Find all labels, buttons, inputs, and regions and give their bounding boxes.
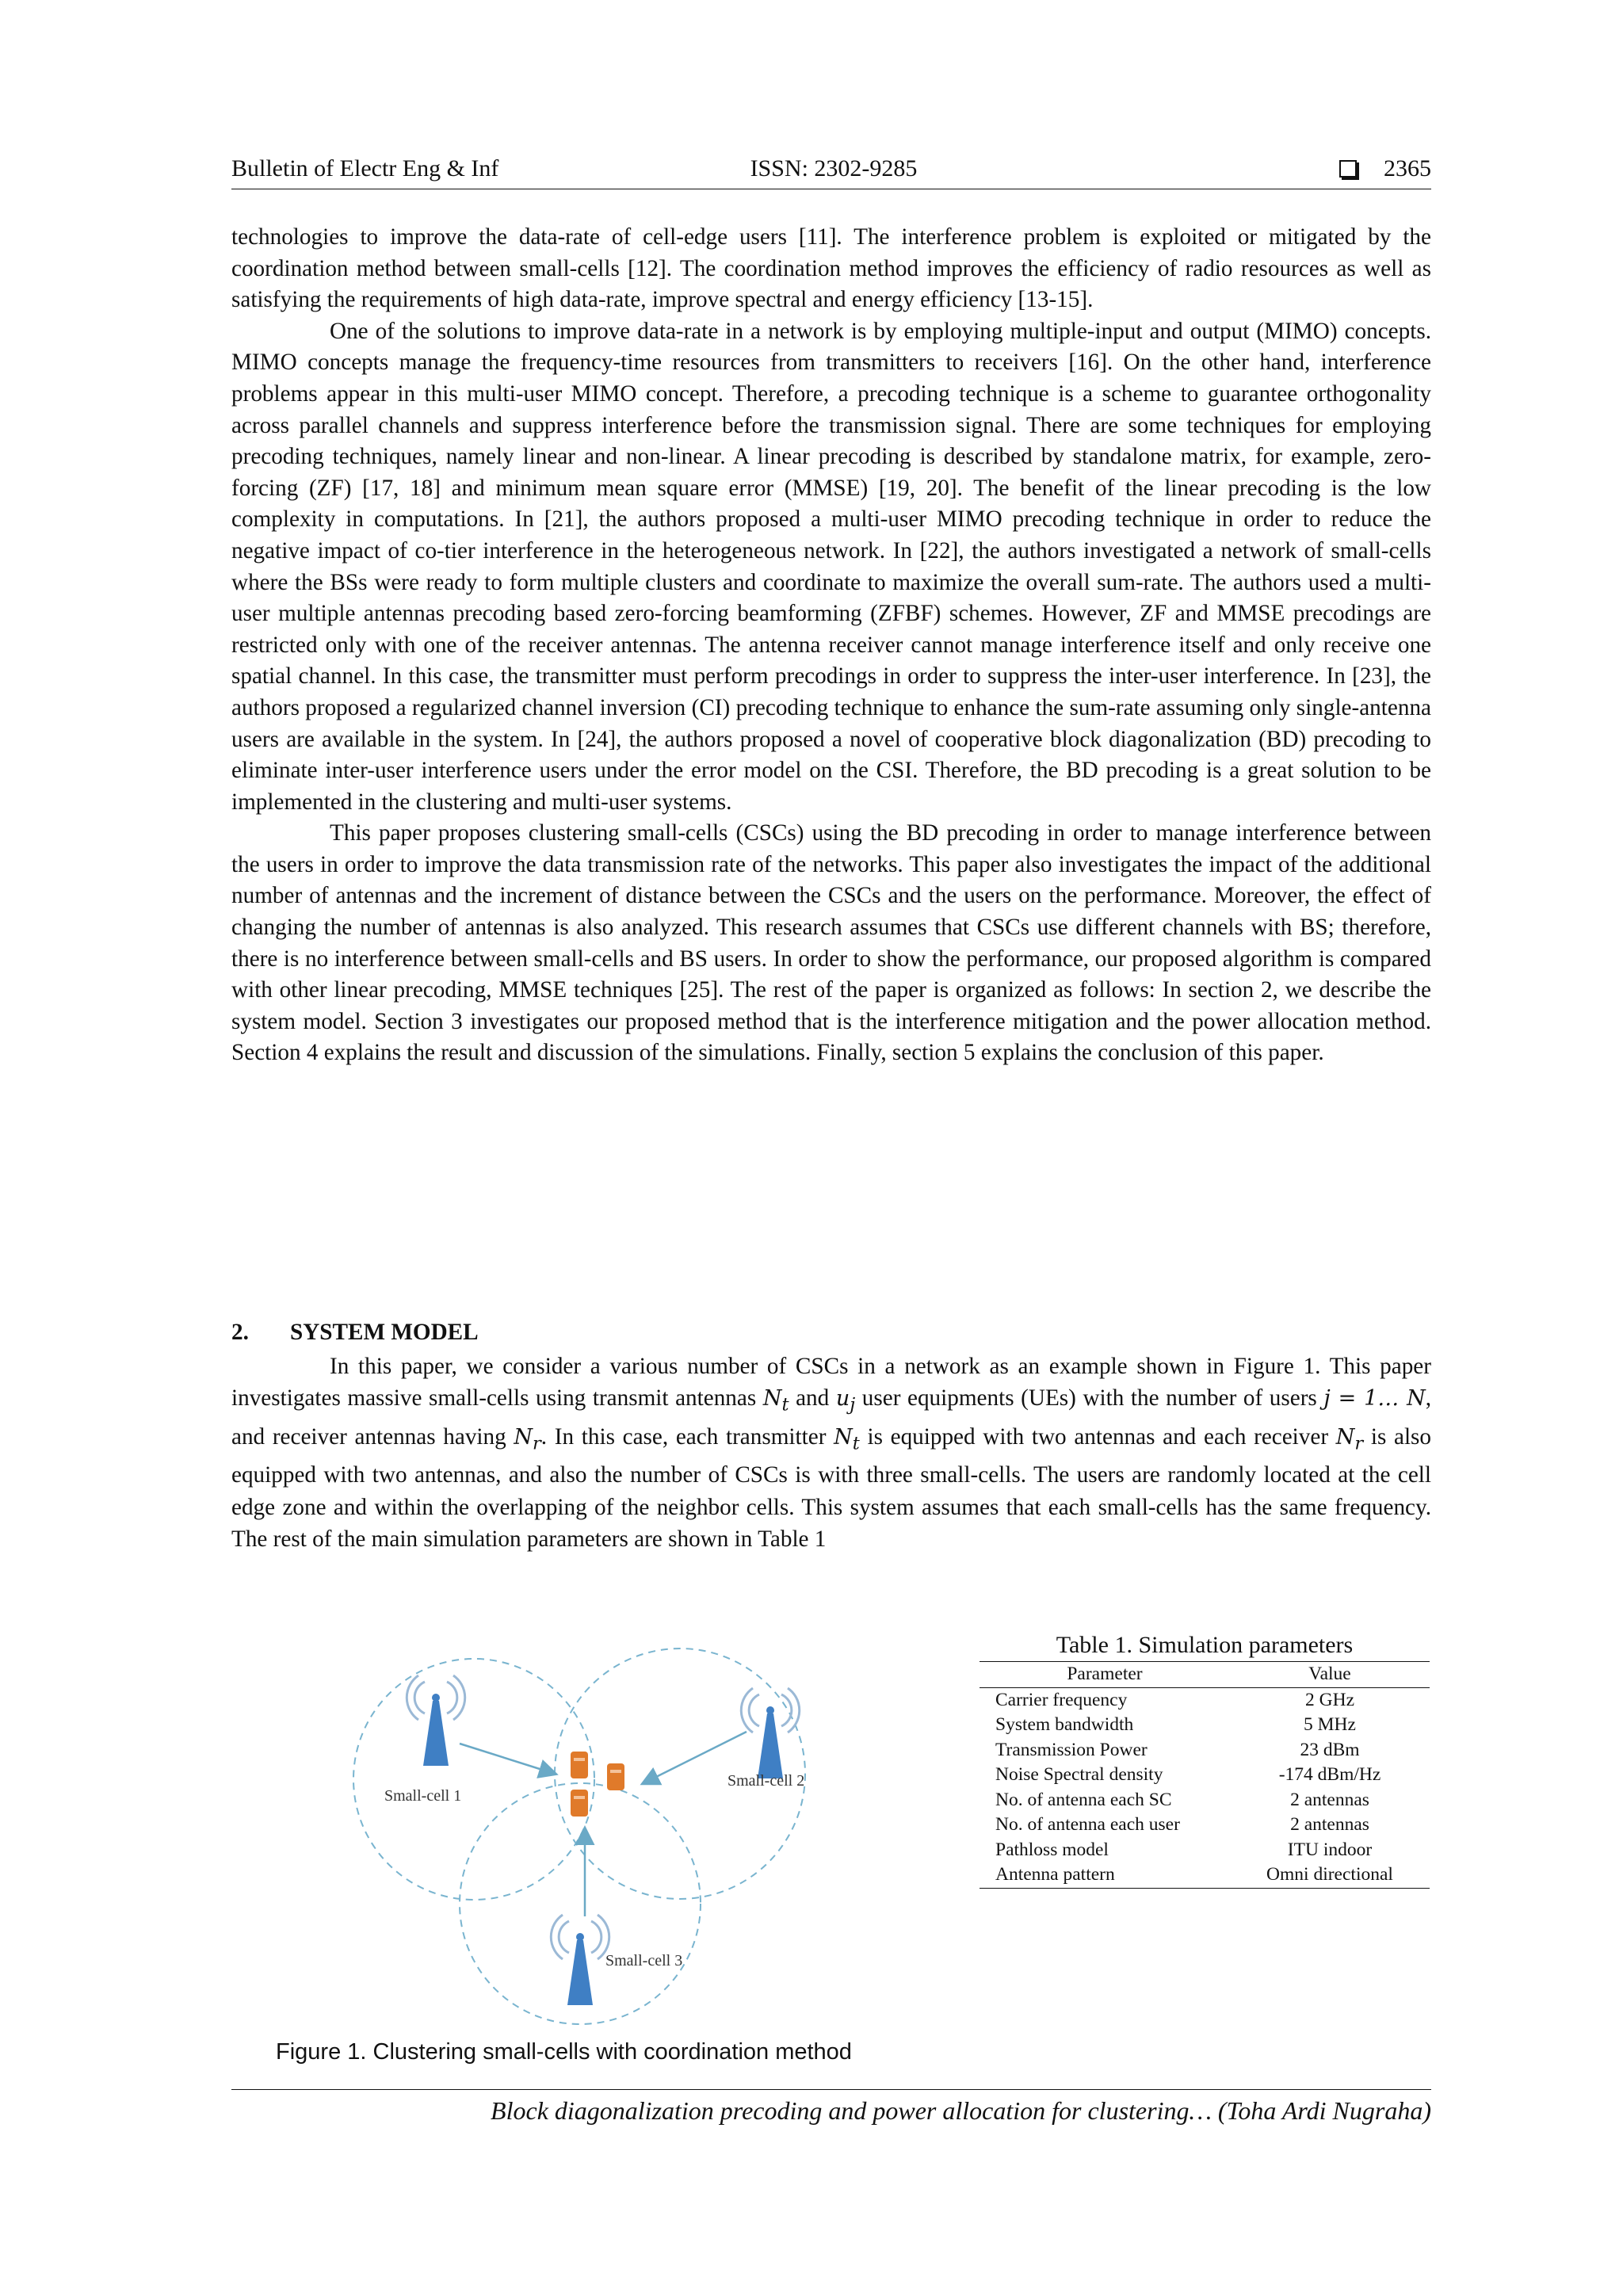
figure-caption: Figure 1. Clustering small-cells with coordination method	[276, 2039, 852, 2065]
math-symbol: $N_r$	[514, 1424, 541, 1454]
running-title: Block diagonalization precoding and power allocation for clustering… (Toha Ardi Nugraha)	[491, 2096, 1431, 2125]
table-row: Noise Spectral density -174 dBm/Hz	[995, 1764, 1381, 1785]
table-row: Pathloss model ITU indoor	[995, 1839, 1373, 1860]
small-cell-label: Small-cell 3	[605, 1952, 683, 1969]
math-expression: j = 1… N	[1323, 1386, 1426, 1412]
paragraph: technologies to improve the data-rate of cell-edge users [11]. The interference problem is exploited or mitigated by the coordination method between small-cells [12]. The coordination method improves the efficiency of radio resources as well as satisfying the requirements of high data-rate, improve spectral and energy efficiency [13-15].	[231, 224, 1431, 313]
table-row: Antenna pattern Omni directional	[980, 1862, 1430, 1888]
section-text	[231, 1350, 1431, 1555]
paragraph: In this paper, we consider a various number of CSCs in a network as an example shown in Figure 1. This paper investigates massive small-cells using transmit antennas $N_t$ and $u_j$ user equipments (UEs) with the number of users j = 1… N, and receiver antennas having $N_r$. In this case, each transmitter $N_t$ is equipped with two antennas and each receiver $N_r$ is also equipped with two antennas, and also the number of CSCs is with three small-cells. The users are randomly located at the cell edge zone and within the overlapping of the neighbor cells. This system assumes that each small-cells has the same frequency. The rest of the main simulation parameters are shown in Table 1	[231, 1354, 1432, 1552]
table-row: No. of antenna each SC 2 antennas	[995, 1789, 1369, 1810]
math-symbol: $u_j$	[835, 1386, 856, 1415]
table-row: Transmission Power 23 dBm	[995, 1739, 1360, 1760]
small-cell-label: Small-cell 1	[384, 1787, 462, 1805]
issn: ISSN: 2302-9285	[750, 155, 918, 181]
column-header: Parameter	[980, 1662, 1230, 1688]
math-symbol: $N_t$	[834, 1424, 860, 1454]
antenna-tower-icon	[407, 1675, 464, 1766]
table-row: System bandwidth 5 MHz	[995, 1714, 1356, 1735]
coverage-circle	[353, 1659, 594, 1900]
section-number: 2.	[231, 1320, 249, 1345]
user-equipment-icon	[571, 1752, 588, 1778]
section-title: SYSTEM MODEL	[290, 1320, 479, 1345]
antenna-tower-icon	[741, 1688, 799, 1778]
column-header: Value	[1230, 1662, 1430, 1688]
user-equipment-icon	[571, 1790, 588, 1817]
user-equipment-icon	[607, 1763, 624, 1790]
table-header-row	[980, 1662, 1430, 1688]
link-arrow	[460, 1744, 555, 1774]
clustering-figure	[333, 1625, 856, 2037]
journal-name: Bulletin of Electr Eng & Inf	[231, 155, 499, 181]
table-row: No. of antenna each user 2 antennas	[995, 1814, 1369, 1835]
antenna-tower-icon	[551, 1915, 609, 2005]
page-number: 2365	[1384, 155, 1431, 181]
section-heading	[231, 1320, 479, 1346]
square-bullet-icon	[1339, 160, 1357, 178]
small-cell-label: Small-cell 2	[727, 1772, 805, 1790]
table-title: Table 1. Simulation parameters	[1056, 1632, 1354, 1658]
math-symbol: $N_r$	[1335, 1424, 1364, 1454]
parameters-table-block	[980, 1631, 1430, 1889]
parameters-table	[980, 1661, 1430, 1889]
paragraph: One of the solutions to improve data-rate in a network is by employing multiple-input and output (MIMO) concepts. MIMO concepts manage the frequency-time resources from transmitters to receivers [16]. On the other hand, interference problems appear in this multi-user MIMO concept. Therefore, a precoding technique is a scheme to guarantee orthogonality across parallel channels and suppress interference before the transmission signal. There are some techniques for employing precoding techniques, namely linear and non-linear. A linear precoding is described by standalone matrix, for example, zero-forcing (ZF) [17, 18] and minimum mean square error (MMSE) [19, 20]. The benefit of the linear precoding is the low complexity in computations. In [21], the authors proposed a multi-user MIMO precoding technique in order to reduce the negative impact of co-tier interference in the heterogeneous network. In [22], the authors investigated a network of small-cells where the BSs were ready to form multiple clusters and coordinate to maximize the overall sum-rate. The authors used a multi-user multiple antennas precoding based zero-forcing beamforming (ZFBF) schemes. However, ZF and MMSE precodings are restricted only with one of the receiver antennas. The antenna receiver cannot manage interference itself and only receive one spatial channel. In this case, the transmitter must perform precodings in order to suppress the inter-user interference. In [23], the authors proposed a regularized channel inversion (CI) precoding technique to enhance the sum-rate assuming only single-antenna users are available in the system. In [24], the authors proposed a novel of cooperative block diagonalization (BD) precoding to eliminate inter-user interference users under the error model on the CSI. Therefore, the BD precoding is a great solution to be implemented in the clustering and multi-user systems.	[231, 318, 1431, 815]
footer-divider	[231, 2089, 1431, 2090]
table-row: Carrier frequency 2 GHz	[995, 1689, 1354, 1710]
page-header	[231, 155, 1431, 187]
intro-text	[231, 222, 1431, 1069]
math-symbol: $N_t$	[762, 1386, 789, 1415]
paragraph: This paper proposes clustering small-cells (CSCs) using the BD precoding in order to manage interference between the users in order to improve the data transmission rate of the networks. This paper also investigates the impact of the additional number of antennas and the increment of distance between the CSCs and the users on the performance. Moreover, the effect of changing the number of antennas is also analyzed. This research assumes that CSCs use different channels with BS; therefore, there is no interference between small-cells and BS users. In order to show the performance, our proposed algorithm is compared with other linear precoding, MMSE techniques [25]. The rest of the paper is organized as follows: In section 2, we describe the system model. Section 3 investigates our proposed method that is the interference mitigation and the power allocation method. Section 4 explains the result and discussion of the simulations. Finally, section 5 explains the conclusion of this paper.	[231, 820, 1431, 1066]
